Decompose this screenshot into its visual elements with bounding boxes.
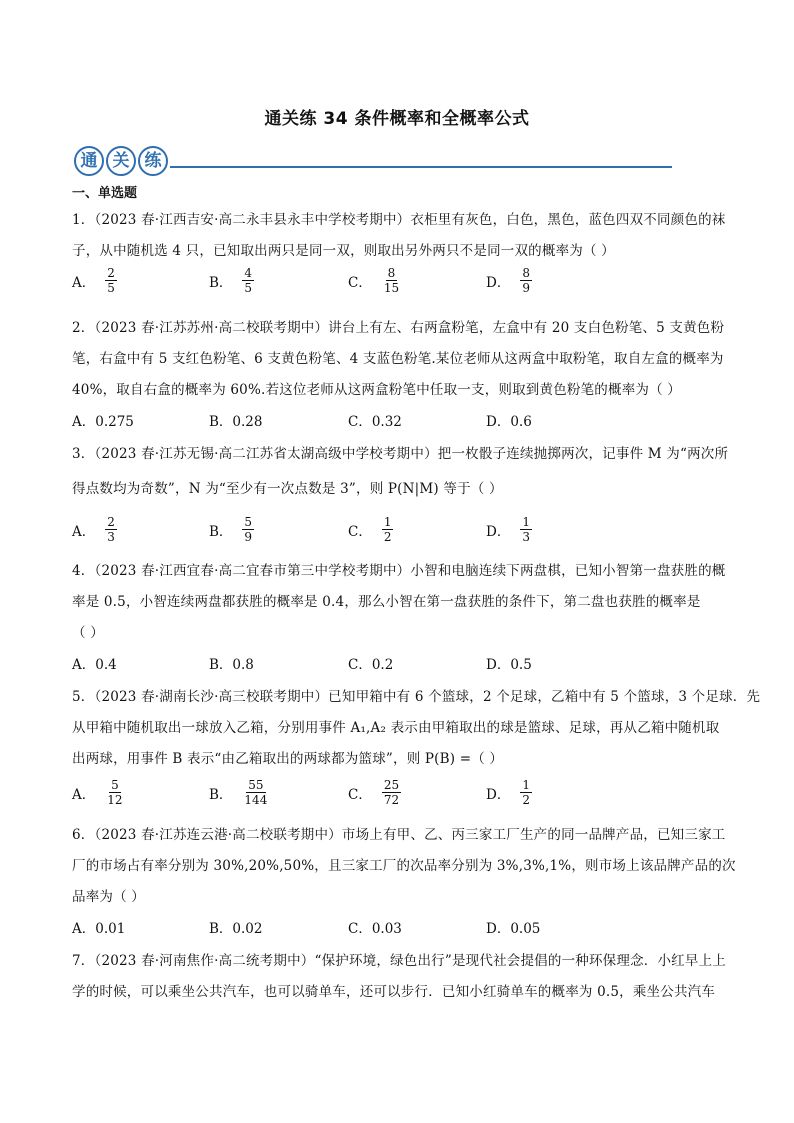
option-b: B．0.02 <box>209 921 263 937</box>
option-b <box>209 266 254 295</box>
question-3-line: 3．（2023 春·江苏无锡·高二江苏省太湖高级中学校考期中）把一枚骰子连续抛掷两次，记事件 M 为“两次所 <box>72 446 729 462</box>
question-2-line: 40%，取自右盒的概率为 60%.若这位老师从这两盒粉笔中任取一支，则取到黄色粉笔的概率为（ ） <box>72 382 681 398</box>
fraction: $\frac{5}{9}$ <box>244 515 253 544</box>
question-7-line: 7．（2023 春·河南焦作·高二统考期中）“保护环境，绿色出行”是现代社会提倡的一种环保理念．小红早上上 <box>72 953 726 969</box>
fraction: $\frac{5}{12}$ <box>107 778 123 807</box>
option-c: C．0.32 <box>348 414 402 430</box>
option-letter: B． <box>209 786 233 803</box>
fraction: $\frac{8}{9}$ <box>522 266 530 295</box>
question-2-line: 2．（2023 春·江苏苏州·高二校联考期中）讲台上有左、右两盒粉笔，左盒中有 20 支白色粉笔、5 支黄色粉 <box>72 320 725 336</box>
fraction: $\frac{2}{5}$ <box>107 266 115 295</box>
option-a <box>72 778 125 807</box>
section-badge <box>74 146 170 176</box>
option-a: A．0.275 <box>72 414 134 430</box>
option-c <box>348 266 401 295</box>
section-heading: 一、单选题 <box>72 186 138 201</box>
badge-char: 练 <box>138 146 168 176</box>
question-1-line: 1．（2023 春·江西吉安·高二永丰县永丰中学校考期中）衣柜里有灰色，白色，黑色，蓝色四双不同颜色的袜 <box>72 212 726 228</box>
fraction: $\frac{4}{5}$ <box>244 266 253 295</box>
badge-char: 关 <box>106 146 136 176</box>
question-5-line: 从甲箱中随机取出一球放入乙箱，分别用事件 A₁,A₂ 表示由甲箱取出的球是篮球、足球，再从乙箱中随机取 <box>72 720 720 736</box>
option-letter: C． <box>348 786 372 803</box>
option-letter: D． <box>486 523 511 540</box>
option-b <box>209 515 254 544</box>
fraction: $\frac{1}{2}$ <box>383 515 392 544</box>
option-c: C．0.2 <box>348 657 394 673</box>
question-4-line: （ ） <box>72 625 104 641</box>
question-4-line: 率是 0.5，小智连续两盘都获胜的概率是 0.4，那么小智在第一盘获胜的条件下，第二盘也获胜的概率是 <box>72 594 701 610</box>
option-d <box>486 266 532 295</box>
badge-char: 通 <box>74 146 104 176</box>
option-letter: A． <box>72 523 96 540</box>
option-c <box>348 778 401 807</box>
option-a: A．0.4 <box>72 657 117 673</box>
question-1-line: 子，从中随机选 4 只，已知取出两只是同一双，则取出另外两只不是同一双的概率为（ ） <box>72 243 615 259</box>
fraction: $\frac{8}{15}$ <box>383 266 400 295</box>
question-5-line: 5．（2023 春·湖南长沙·高三校联考期中）已知甲箱中有 6 个篮球，2 个足球，乙箱中有 5 个篮球，3 个足球．先 <box>72 689 761 705</box>
option-d: D．0.5 <box>486 657 532 673</box>
fraction: $\frac{25}{72}$ <box>383 778 400 807</box>
fraction: $\frac{1}{3}$ <box>522 515 530 544</box>
option-b <box>209 778 269 807</box>
option-a: A．0.01 <box>72 921 126 937</box>
question-2-line: 笔，右盒中有 5 支红色粉笔、6 支黄色粉笔、4 支蓝色粉笔.某位老师从这两盒中取粉笔，取自左盒的概率为 <box>72 351 724 367</box>
option-letter: D． <box>486 274 511 291</box>
option-d: D．0.05 <box>486 921 541 937</box>
option-letter: B． <box>209 523 233 540</box>
option-b: B．0.28 <box>209 414 263 430</box>
option-c: C．0.03 <box>348 921 402 937</box>
option-a <box>72 266 117 295</box>
option-c <box>348 515 393 544</box>
option-letter: C． <box>348 274 372 291</box>
option-letter: C． <box>348 523 372 540</box>
option-b: B．0.8 <box>209 657 254 673</box>
question-6-line: 品率为（ ） <box>72 889 145 905</box>
option-a <box>72 515 117 544</box>
option-d: D．0.6 <box>486 414 532 430</box>
option-d <box>486 515 532 544</box>
header-rule <box>170 166 672 168</box>
page-title: 通关练 34 条件概率和全概率公式 <box>264 109 530 129</box>
fraction: $\frac{55}{144}$ <box>244 778 268 807</box>
option-letter: A． <box>72 786 96 803</box>
option-letter: D． <box>486 786 511 803</box>
option-d <box>486 778 532 807</box>
question-6-line: 6．（2023 春·江苏连云港·高二校联考期中）市场上有甲、乙、丙三家工厂生产的同一品牌产品，已知三家工 <box>72 827 726 843</box>
option-letter: A． <box>72 274 96 291</box>
question-6-line: 厂的市场占有率分别为 30%,20%,50%，且三家工厂的次品率分别为 3%,3%,1%，则市场上该品牌产品的次 <box>72 858 736 874</box>
question-4-line: 4．（2023 春·江西宜春·高二宜春市第三中学校考期中）小智和电脑连续下两盘棋，已知小智第一盘获胜的概 <box>72 563 726 579</box>
fraction: $\frac{2}{3}$ <box>107 515 115 544</box>
question-5-line: 出两球，用事件 B 表示“由乙箱取出的两球都为篮球”，则 P(B) =（ ） <box>72 751 504 767</box>
fraction: $\frac{1}{2}$ <box>522 778 530 807</box>
question-3-line: 得点数均为奇数”，N 为“至少有一次点数是 3”，则 P(N|M) 等于（ ） <box>72 481 503 497</box>
question-7-line: 学的时候，可以乘坐公共汽车，也可以骑单车，还可以步行．已知小红骑单车的概率为 0.5，乘坐公共汽车 <box>72 984 716 1000</box>
option-letter: B． <box>209 274 233 291</box>
